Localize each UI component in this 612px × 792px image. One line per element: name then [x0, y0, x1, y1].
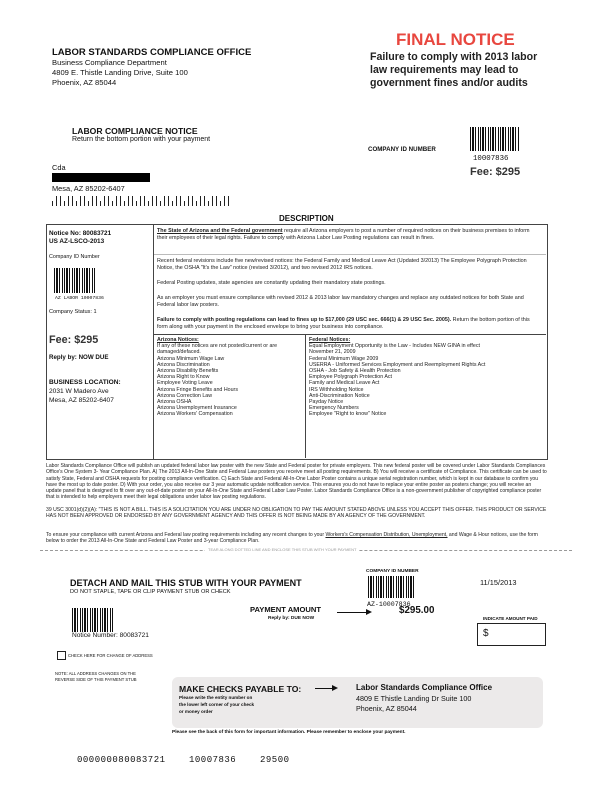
payment-reply-by: Reply by: DUE NOW: [268, 616, 315, 621]
payment-amount-label: PAYMENT AMOUNT: [250, 605, 322, 614]
payment-amount-value: $295.00: [399, 605, 435, 616]
lists-top-rule: [154, 334, 546, 335]
form-code: US AZ-LSCO-2013: [49, 238, 105, 245]
warning-line-1: Failure to comply with 2013 labor: [370, 51, 538, 63]
list-item: Emergency Numbers: [309, 405, 359, 412]
notice-number-barcode: [72, 608, 114, 632]
business-location-label: BUSINESS LOCATION:: [49, 379, 121, 386]
list-item: Equal Employment Opportunity is the Law - Includes NEW GINA in effect: [309, 343, 480, 350]
amount-paid-field[interactable]: [477, 623, 546, 646]
description-fee: Fee: $295: [49, 334, 99, 346]
federal-notices-heading: Federal Notices:: [309, 337, 351, 343]
address-name: Cda: [52, 163, 66, 172]
postnet-barcode: [52, 196, 230, 206]
fine-print-ensure: To ensure your compliance with current Arizona and Federal law posting requirements including any recent changes to your Workers's Compensation Distribution, Unemployment, and Wage & Hour notices, use the form below to order the 2013 All-In-One State and Federal Law Poster and 3-year Compliance Plan.: [46, 532, 538, 545]
business-location-city: Mesa, AZ 85202-6407: [49, 397, 114, 404]
address-note-2: REVERSE SIDE OF THIS PAYMENT STUB: [55, 677, 137, 682]
office-dept: Business Compliance Department: [52, 58, 167, 67]
stub-company-id: AZ-10007836: [367, 601, 411, 608]
list-item: Arizona Minimum Wage Law: [157, 355, 225, 362]
notice-number: Notice No: 80083721: [49, 230, 112, 237]
list-item: Arizona Right to Know: [157, 374, 210, 381]
description-divider: [153, 224, 154, 459]
office-street: 4809 E. Thistle Landing Drive, Suite 100: [52, 68, 188, 77]
list-item: Employee "Right to know" Notice: [309, 411, 387, 418]
list-item: Arizona Discrimination: [157, 361, 210, 368]
stub-notice-number: Notice Number: 80083721: [72, 632, 149, 639]
paragraph-state-federal: The State of Arizona and the Federal government require all Arizona employers to post a number of required notices on their business premises to inform their employees of their legal rights. Failure to comply with Arizona Labor Law Posting regulations can result in fines.: [157, 228, 530, 241]
list-item: damaged/defaced.: [157, 349, 201, 356]
back-of-form-note: Please see the back of this form for important information. Please remember to enclose your payment.: [172, 730, 406, 735]
list-item: Employee Polygraph Protection Act: [309, 374, 393, 381]
az-labor-barcode: [54, 268, 96, 293]
payee-city: Phoenix, AZ 85044: [356, 704, 417, 713]
company-id-barcode: [470, 127, 520, 151]
notice-title: LABOR COMPLIANCE NOTICE: [72, 126, 198, 136]
list-item: OSHA - Job Safety & Health Protection: [309, 368, 401, 375]
checks-instruction-3: or money order: [179, 709, 213, 714]
stub-subtitle: DO NOT STAPLE, TAPE OR CLIP PAYMENT STUB OR CHECK: [70, 589, 231, 595]
list-item: Arizona Correction Law: [157, 392, 213, 399]
checks-payable-title: MAKE CHECKS PAYABLE TO:: [179, 684, 302, 694]
list-item: Anti-Discrimination Notice: [309, 392, 370, 399]
payee-street: 4809 E Thistle Landing Dr Suite 100: [356, 694, 472, 703]
list-item: Payday Notice: [309, 399, 344, 406]
stub-company-id-barcode: [368, 576, 414, 598]
arizona-notices-heading: Arizona Notices:: [157, 337, 199, 343]
federal-notices-list: [309, 337, 485, 418]
workers-comp-link: Workers's Compensation Distribution, Unemployment,: [325, 532, 448, 538]
paragraph-fines: Failure to comply with posting regulations can lead to fines up to $17,000 (29 USC sec. 666(1) & 29 USC Sec. 2005). Return the bottom portion of this form along with your payment in the enclosed envelope to bring your business into compliance.: [157, 317, 530, 330]
payment-arrow-line: [337, 612, 367, 613]
company-id-value: 10007836: [473, 155, 509, 163]
az-labor-barcode-caption: AZ LABOR 10007836: [55, 296, 104, 301]
description-heading: DESCRIPTION: [279, 214, 334, 223]
checks-instruction-1: Please write the entity number on: [179, 695, 253, 700]
list-item: Arizona OSHA: [157, 399, 192, 406]
payee-arrow-line: [315, 688, 333, 689]
list-item: Arizona Workers' Compensation: [157, 411, 233, 418]
office-name: LABOR STANDARDS COMPLIANCE OFFICE: [52, 47, 252, 58]
stub-company-id-label: COMPANY ID NUMBER: [366, 569, 419, 574]
lists-divider: [305, 334, 306, 458]
desc-rule-1: [154, 254, 546, 255]
paragraph-employer-compliance: As an employer you must ensure compliance with revised 2012 & 2013 labor law mandatory changes and replace any outdated notices for both State and Federal labor law posters.: [157, 295, 524, 308]
payee-arrow-icon: [332, 685, 338, 691]
scanline-company: 10007836: [189, 755, 237, 765]
dollar-sign: $: [483, 628, 489, 639]
scanline-notice: 000000080083721: [77, 755, 166, 765]
payee-name: Labor Standards Compliance Office: [356, 683, 493, 692]
reply-by: Reply by: NOW DUE: [49, 354, 109, 361]
company-id-label: COMPANY ID NUMBER: [368, 146, 436, 153]
arizona-notices-list: [157, 337, 277, 418]
paragraph-posting-updates: Federal Posting updates, state agencies are constantly updating their mandatory state postings.: [157, 280, 386, 286]
warning-line-2: law requirements may lead to: [370, 64, 519, 76]
list-item: Employee Voting Leave: [157, 380, 213, 387]
list-item: Arizona Fringe Benefits and Hours: [157, 386, 238, 393]
notice-subtitle: Return the bottom portion with your payment: [72, 136, 211, 143]
payment-arrow-icon: [366, 609, 372, 615]
list-item: Federal Minimum Wage 2009: [309, 355, 379, 362]
address-note-1: NOTE: ALL ADDRESS CHANGES ON THE: [55, 671, 136, 676]
change-address-checkbox[interactable]: [57, 651, 66, 660]
company-status: Company Status: 1: [49, 309, 97, 315]
final-notice-title: FINAL NOTICE: [396, 30, 515, 49]
fine-print-plan: Labor Standards Compliance Office will publish an updated federal labor law poster with the new State and Federal poster for private employers. This new federal poster will be covered under Labor Standards Compliances Office's One System 3- Year Compliance Plan. A) The 2013 All-In-One State and Federal Law posters you receive meet all posting requirements. B) You will receive a certificate of Compliance. This certificate can be used to satisfy State, Federal and OSHA requests for posting compliance verification. C) Each State and Federal All-In-One Labor Poster contains a unique serial registration number, which is kept in our database to confirm you have the most up to date poster. D) With your order, you also receive our 3 year automatic update notification service. This ensures you do not have to replace your entire poster as posters change; you will receive an update panel that is designed to fit over any out-of-date poster on your All-In-One State and Federal Labor Law Poster. Labor Standards Compliance Office is a non-government publisher of copyrighted compliance poster that is intended to help employers meet their legal obligations under labor law posting regulations.: [46, 463, 547, 501]
stub-title: DETACH AND MAIL THIS STUB WITH YOUR PAYMENT: [70, 578, 302, 588]
list-item: Family and Medical Leave Act: [309, 380, 380, 387]
business-location-street: 2031 W Madero Ave: [49, 388, 109, 395]
checks-instruction-2: the lower left corner of your check: [179, 702, 255, 707]
stub-date: 11/15/2013: [480, 578, 517, 587]
fine-print-solicitation: 39 USC 3001(d)(2)(A): "THIS IS NOT A BILL. THIS IS A SOLICITATION YOU ARE UNDER NO OBLIGATION TO PAY THE AMOUNT STATED ABOVE UNLESS YOU ACCEPT THIS OFFER. THIS PRODUCT OR SERVICE HAS NOT BEEN APPROVED OR ENDORSED BY ANY GOVERNMENT AGENCY AND THIS OFFER IS NOT BEING MADE BY AN AGENCY OF THE GOVERNMENT.: [46, 507, 547, 520]
scanline-amount: 29500: [260, 755, 290, 765]
list-item: Arizona Unemployment Insurance: [157, 405, 237, 412]
list-item: IRS Withholding Notice: [309, 386, 364, 393]
office-city: Phoenix, AZ 85044: [52, 78, 117, 87]
address-city: Mesa, AZ 85202-6407: [52, 184, 125, 193]
notice-fee: Fee: $295: [470, 166, 521, 178]
change-address-label: CHECK HERE FOR CHANGE OF ADDRESS: [68, 653, 153, 658]
list-item: Arizona Disability Benefits: [157, 368, 219, 375]
tear-line-text: TEAR ALONG DOTTED LINE AND ENCLOSE THIS STUB WITH YOUR PAYMENT: [205, 547, 359, 552]
list-item: If any of these notices are not posted/current or are: [157, 343, 278, 350]
company-id-number-label: Company ID Number: [49, 254, 100, 260]
list-item: November 21, 2009: [309, 349, 356, 356]
paragraph-federal-revisions: Recent federal revisions include five new/revised notices: the Federal Family and Medical Leave Act (Updated 3/2013) The Employee Polygraph Protection Notice, the OSHA "It's the Law" notice (revised 3/2012), and two revised 2012 IRS notices.: [157, 258, 527, 271]
redacted-address-line: [52, 173, 150, 182]
warning-line-3: government fines and/or audits: [370, 77, 528, 89]
list-item: USERRA - Uniformed Services Employment and Reemployment Rights Act: [309, 361, 486, 368]
indicate-amount-label: INDICATE AMOUNT PAID: [483, 616, 538, 621]
